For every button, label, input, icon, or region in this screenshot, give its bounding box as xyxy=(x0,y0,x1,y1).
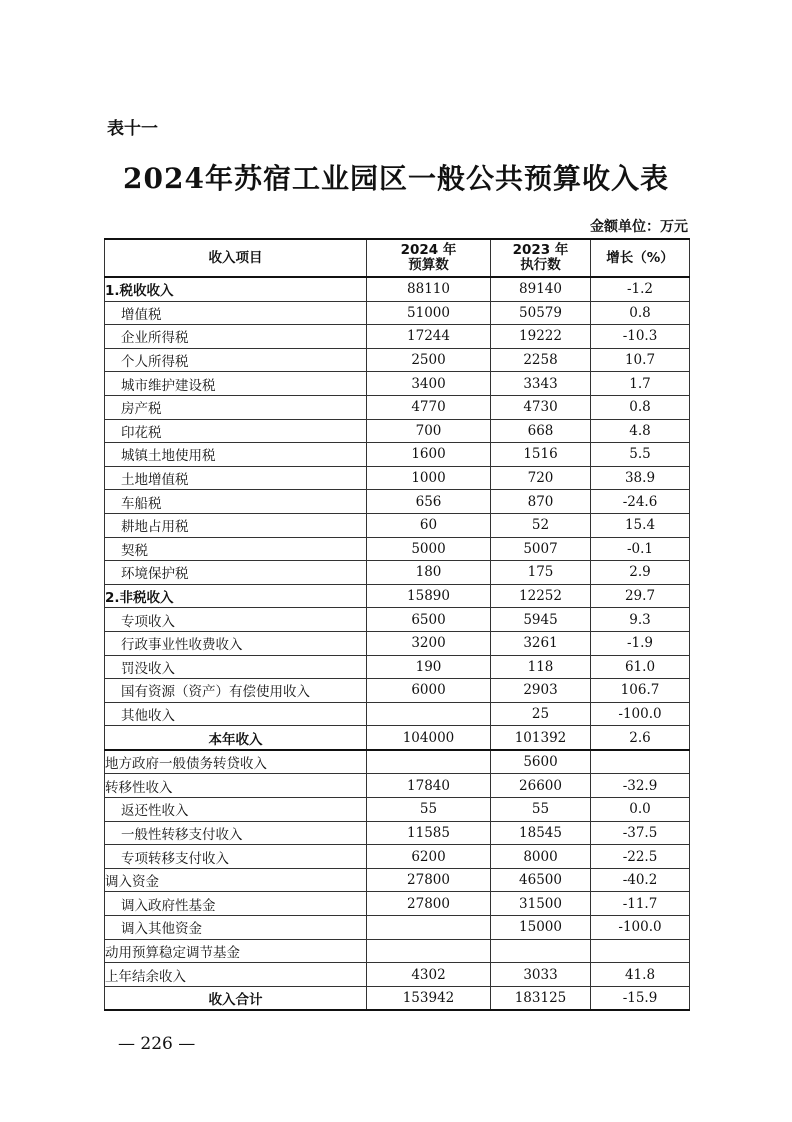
row-item-name: 增值税 xyxy=(105,301,367,325)
table-row xyxy=(105,679,690,703)
table-row xyxy=(105,301,690,325)
row-budget-2024: 60 xyxy=(367,513,491,537)
table-row xyxy=(105,702,690,726)
row-budget-2024: 17244 xyxy=(367,325,491,349)
row-growth: 61.0 xyxy=(591,655,690,679)
row-budget-2024: 180 xyxy=(367,561,491,585)
row-budget-2024: 55 xyxy=(367,798,491,822)
row-actual-2023: 19222 xyxy=(491,325,591,349)
row-item-name: 车船税 xyxy=(105,490,367,514)
row-actual-2023: 101392 xyxy=(491,726,591,750)
header-growth: 增长（%） xyxy=(591,239,690,277)
row-budget-2024: 190 xyxy=(367,655,491,679)
row-actual-2023: 4730 xyxy=(491,395,591,419)
row-item-name: 耕地占用税 xyxy=(105,513,367,537)
table-row xyxy=(105,986,690,1010)
row-actual-2023: 12252 xyxy=(491,584,591,608)
row-growth xyxy=(591,939,690,963)
row-budget-2024: 27800 xyxy=(367,892,491,916)
row-item-name: 本年收入 xyxy=(105,726,367,750)
row-growth: -22.5 xyxy=(591,845,690,869)
row-growth: -0.1 xyxy=(591,537,690,561)
row-actual-2023: 2903 xyxy=(491,679,591,703)
table-row xyxy=(105,372,690,396)
row-budget-2024: 51000 xyxy=(367,301,491,325)
row-budget-2024: 27800 xyxy=(367,868,491,892)
row-budget-2024 xyxy=(367,750,491,774)
row-actual-2023: 3261 xyxy=(491,631,591,655)
unit-label: 金额单位：万元 xyxy=(590,219,688,235)
table-row xyxy=(105,513,690,537)
row-budget-2024: 6200 xyxy=(367,845,491,869)
row-budget-2024: 6000 xyxy=(367,679,491,703)
table-row xyxy=(105,868,690,892)
row-item-name: 调入资金 xyxy=(105,868,367,892)
row-growth: 29.7 xyxy=(591,584,690,608)
row-actual-2023: 50579 xyxy=(491,301,591,325)
table-row xyxy=(105,325,690,349)
row-growth: -100.0 xyxy=(591,702,690,726)
row-actual-2023: 3343 xyxy=(491,372,591,396)
row-budget-2024: 4770 xyxy=(367,395,491,419)
row-growth: -1.2 xyxy=(591,277,690,301)
row-actual-2023: 118 xyxy=(491,655,591,679)
header-actual-2023-line2: 执行数 xyxy=(520,257,561,273)
page-number: — 226 — xyxy=(118,1034,196,1054)
header-actual-2023-line1: 2023 年 xyxy=(512,242,569,258)
row-item-name: 调入政府性基金 xyxy=(105,892,367,916)
row-item-name: 城镇土地使用税 xyxy=(105,443,367,467)
header-item: 收入项目 xyxy=(105,239,367,277)
table-label: 表十一 xyxy=(107,119,158,139)
row-actual-2023: 5007 xyxy=(491,537,591,561)
table-row xyxy=(105,584,690,608)
row-growth: 9.3 xyxy=(591,608,690,632)
row-item-name: 国有资源（资产）有偿使用收入 xyxy=(105,679,367,703)
row-actual-2023: 15000 xyxy=(491,916,591,940)
row-budget-2024: 6500 xyxy=(367,608,491,632)
row-budget-2024: 656 xyxy=(367,490,491,514)
row-actual-2023: 1516 xyxy=(491,443,591,467)
table-row xyxy=(105,608,690,632)
row-item-name: 收入合计 xyxy=(105,986,367,1010)
row-budget-2024: 104000 xyxy=(367,726,491,750)
row-item-name: 转移性收入 xyxy=(105,774,367,798)
row-item-name: 契税 xyxy=(105,537,367,561)
table-body xyxy=(105,277,690,1010)
row-budget-2024: 3400 xyxy=(367,372,491,396)
row-growth: -40.2 xyxy=(591,868,690,892)
row-item-name: 环境保护税 xyxy=(105,561,367,585)
row-actual-2023: 18545 xyxy=(491,821,591,845)
table-row xyxy=(105,277,690,301)
header-budget-2024 xyxy=(367,239,491,277)
row-growth: -37.5 xyxy=(591,821,690,845)
row-budget-2024 xyxy=(367,916,491,940)
table-row xyxy=(105,395,690,419)
row-item-name: 专项收入 xyxy=(105,608,367,632)
row-item-name: 企业所得税 xyxy=(105,325,367,349)
row-growth: -32.9 xyxy=(591,774,690,798)
row-item-name: 专项转移支付收入 xyxy=(105,845,367,869)
header-actual-2023 xyxy=(491,239,591,277)
row-actual-2023: 5600 xyxy=(491,750,591,774)
row-item-name: 一般性转移支付收入 xyxy=(105,821,367,845)
row-budget-2024: 11585 xyxy=(367,821,491,845)
table-row xyxy=(105,443,690,467)
row-growth: 4.8 xyxy=(591,419,690,443)
row-growth: -24.6 xyxy=(591,490,690,514)
row-growth: -11.7 xyxy=(591,892,690,916)
row-growth: 15.4 xyxy=(591,513,690,537)
table-row xyxy=(105,561,690,585)
row-growth: 5.5 xyxy=(591,443,690,467)
table-row xyxy=(105,348,690,372)
row-actual-2023: 720 xyxy=(491,466,591,490)
table-row xyxy=(105,631,690,655)
row-growth: 0.8 xyxy=(591,395,690,419)
row-actual-2023: 5945 xyxy=(491,608,591,632)
row-item-name: 上年结余收入 xyxy=(105,963,367,987)
revenue-table xyxy=(104,238,690,1011)
row-actual-2023: 3033 xyxy=(491,963,591,987)
table-row xyxy=(105,963,690,987)
row-growth: 2.9 xyxy=(591,561,690,585)
row-item-name: 动用预算稳定调节基金 xyxy=(105,939,367,963)
row-growth: -1.9 xyxy=(591,631,690,655)
row-actual-2023: 26600 xyxy=(491,774,591,798)
row-actual-2023: 183125 xyxy=(491,986,591,1010)
row-item-name: 返还性收入 xyxy=(105,798,367,822)
row-budget-2024: 1000 xyxy=(367,466,491,490)
table-row xyxy=(105,774,690,798)
row-growth: 1.7 xyxy=(591,372,690,396)
row-growth: -15.9 xyxy=(591,986,690,1010)
row-budget-2024: 1600 xyxy=(367,443,491,467)
row-budget-2024: 700 xyxy=(367,419,491,443)
row-item-name: 调入其他资金 xyxy=(105,916,367,940)
row-growth xyxy=(591,750,690,774)
table-row xyxy=(105,537,690,561)
row-item-name: 土地增值税 xyxy=(105,466,367,490)
row-actual-2023: 870 xyxy=(491,490,591,514)
row-growth: 0.8 xyxy=(591,301,690,325)
row-budget-2024: 2500 xyxy=(367,348,491,372)
row-budget-2024: 3200 xyxy=(367,631,491,655)
row-item-name: 1.税收收入 xyxy=(105,277,367,301)
row-growth: 10.7 xyxy=(591,348,690,372)
row-growth: 41.8 xyxy=(591,963,690,987)
row-budget-2024: 15890 xyxy=(367,584,491,608)
table-row xyxy=(105,726,690,750)
row-item-name: 2.非税收入 xyxy=(105,584,367,608)
row-actual-2023: 175 xyxy=(491,561,591,585)
row-actual-2023: 8000 xyxy=(491,845,591,869)
header-budget-2024-line1: 2024 年 xyxy=(400,242,457,258)
row-item-name: 罚没收入 xyxy=(105,655,367,679)
row-growth: -10.3 xyxy=(591,325,690,349)
row-item-name: 城市维护建设税 xyxy=(105,372,367,396)
table-row xyxy=(105,466,690,490)
page-title: 2024年苏宿工业园区一般公共预算收入表 xyxy=(123,162,669,195)
table-row xyxy=(105,892,690,916)
row-budget-2024: 17840 xyxy=(367,774,491,798)
row-item-name: 印花税 xyxy=(105,419,367,443)
table-row xyxy=(105,655,690,679)
row-item-name: 其他收入 xyxy=(105,702,367,726)
row-budget-2024: 4302 xyxy=(367,963,491,987)
table-row xyxy=(105,490,690,514)
table-row xyxy=(105,845,690,869)
row-item-name: 地方政府一般债务转贷收入 xyxy=(105,750,367,774)
table-row xyxy=(105,419,690,443)
row-growth: 0.0 xyxy=(591,798,690,822)
row-actual-2023: 52 xyxy=(491,513,591,537)
row-budget-2024: 5000 xyxy=(367,537,491,561)
row-actual-2023: 46500 xyxy=(491,868,591,892)
row-growth: 2.6 xyxy=(591,726,690,750)
row-item-name: 房产税 xyxy=(105,395,367,419)
row-growth: -100.0 xyxy=(591,916,690,940)
row-actual-2023: 89140 xyxy=(491,277,591,301)
row-growth: 38.9 xyxy=(591,466,690,490)
row-actual-2023 xyxy=(491,939,591,963)
row-budget-2024 xyxy=(367,702,491,726)
table-row xyxy=(105,916,690,940)
table-row xyxy=(105,821,690,845)
header-budget-2024-line2: 预算数 xyxy=(408,257,449,273)
row-actual-2023: 2258 xyxy=(491,348,591,372)
table-row xyxy=(105,750,690,774)
row-item-name: 个人所得税 xyxy=(105,348,367,372)
table-row xyxy=(105,939,690,963)
row-budget-2024: 88110 xyxy=(367,277,491,301)
row-growth: 106.7 xyxy=(591,679,690,703)
row-actual-2023: 55 xyxy=(491,798,591,822)
row-actual-2023: 668 xyxy=(491,419,591,443)
row-budget-2024: 153942 xyxy=(367,986,491,1010)
table-header-row xyxy=(105,239,690,277)
row-budget-2024 xyxy=(367,939,491,963)
row-actual-2023: 31500 xyxy=(491,892,591,916)
table-row xyxy=(105,798,690,822)
row-item-name: 行政事业性收费收入 xyxy=(105,631,367,655)
row-actual-2023: 25 xyxy=(491,702,591,726)
